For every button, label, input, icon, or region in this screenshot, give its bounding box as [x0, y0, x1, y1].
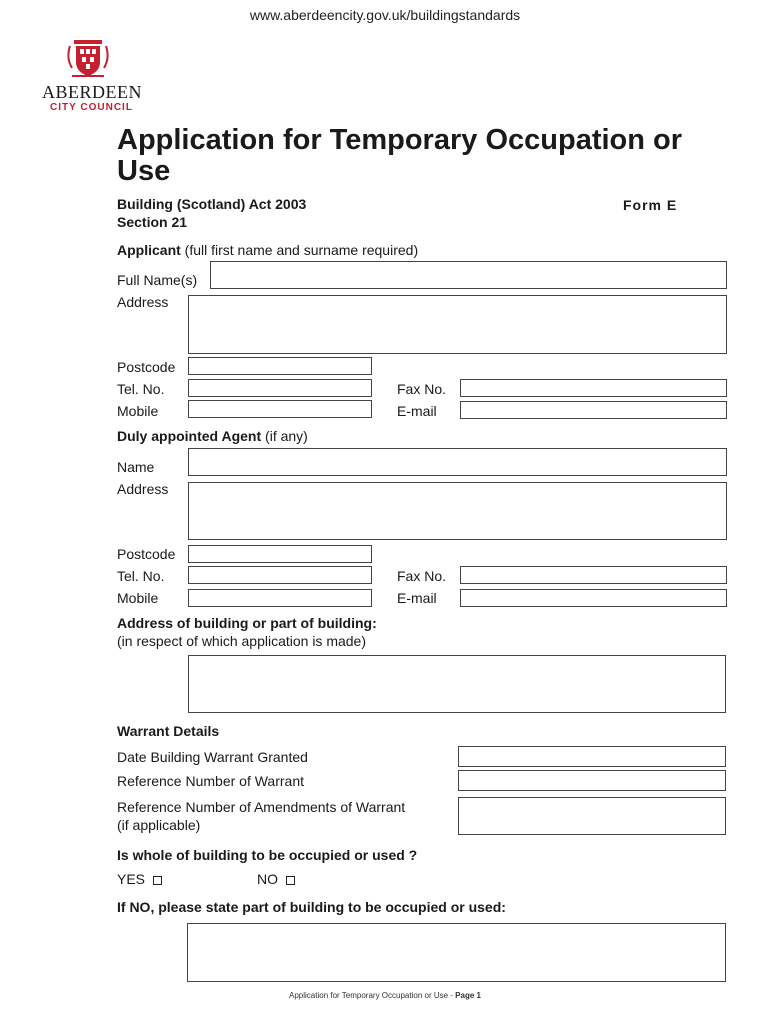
warrant-amend-note: (if applicable) [117, 817, 201, 833]
agent-mobile-label: Mobile [117, 590, 159, 606]
agent-email-field[interactable] [460, 589, 727, 607]
footer-page-number: Page 1 [455, 991, 481, 1000]
footer-text: Application for Temporary Occupation or Use - [289, 991, 456, 1000]
no-option[interactable] [257, 871, 295, 887]
form-id: Form E [623, 197, 678, 213]
logo-subtitle: CITY COUNCIL [50, 102, 133, 113]
no-label: NO [257, 871, 278, 887]
warrant-amend-field[interactable] [458, 797, 726, 835]
warrant-heading: Warrant Details [117, 723, 220, 739]
agent-fax-label: Fax No. [397, 568, 447, 584]
part-of-building-field[interactable] [187, 923, 726, 982]
agent-name-field[interactable] [188, 448, 727, 476]
agent-fax-field[interactable] [460, 566, 727, 584]
agent-mobile-field[interactable] [188, 589, 372, 607]
applicant-email-label: E-mail [397, 403, 437, 419]
occupation-question: Is whole of building to be occupied or used ? [117, 847, 418, 863]
agent-heading-text: Duly appointed Agent [117, 428, 262, 444]
applicant-postcode-field[interactable] [188, 357, 372, 375]
yes-label: YES [117, 871, 146, 887]
applicant-tel-field[interactable] [188, 379, 372, 397]
applicant-mobile-field[interactable] [188, 400, 372, 418]
no-checkbox[interactable] [286, 876, 295, 885]
full-name-label: Full Name(s) [117, 272, 198, 288]
agent-name-label: Name [117, 459, 155, 475]
agent-email-label: E-mail [397, 590, 437, 606]
page-footer [0, 991, 770, 1000]
logo-name: ABERDEEN [42, 82, 142, 102]
coat-of-arms-icon [64, 34, 112, 82]
warrant-date-label: Date Building Warrant Granted [117, 749, 308, 765]
applicant-email-field[interactable] [460, 401, 727, 419]
applicant-note: (full first name and surname required) [180, 242, 419, 258]
section-reference: Section 21 [117, 214, 188, 230]
website-url: www.aberdeencity.gov.uk/buildingstandards [249, 7, 521, 23]
applicant-fax-label: Fax No. [397, 381, 447, 397]
council-logo [36, 34, 148, 114]
applicant-tel-label: Tel. No. [117, 381, 165, 397]
applicant-fax-field[interactable] [460, 379, 727, 397]
page-title: Application for Temporary Occupation or Use [117, 124, 683, 187]
agent-tel-label: Tel. No. [117, 568, 165, 584]
if-no-label: If NO, please state part of building to be occupied or used: [117, 899, 506, 915]
warrant-ref-label: Reference Number of Warrant [117, 773, 304, 789]
warrant-date-field[interactable] [458, 746, 726, 767]
act-reference: Building (Scotland) Act 2003 [117, 196, 307, 212]
agent-address-field[interactable] [188, 482, 727, 540]
applicant-postcode-label: Postcode [117, 359, 176, 375]
yes-checkbox[interactable] [153, 876, 162, 885]
agent-heading [117, 428, 308, 444]
agent-tel-field[interactable] [188, 566, 372, 584]
agent-postcode-field[interactable] [188, 545, 372, 563]
applicant-heading-text: Applicant [117, 242, 181, 258]
applicant-mobile-label: Mobile [117, 403, 159, 419]
yes-option[interactable] [117, 871, 162, 887]
agent-address-label: Address [117, 481, 169, 497]
building-address-note: (in respect of which application is made) [117, 633, 367, 649]
applicant-heading [117, 242, 418, 258]
building-address-heading: Address of building or part of building: [117, 615, 377, 631]
building-address-field[interactable] [188, 655, 726, 713]
applicant-address-label: Address [117, 294, 169, 310]
applicant-address-field[interactable] [188, 295, 727, 354]
agent-postcode-label: Postcode [117, 546, 176, 562]
warrant-amend-label: Reference Number of Amendments of Warrant [117, 799, 406, 815]
agent-note: (if any) [261, 428, 308, 444]
applicant-full-name-field[interactable] [210, 261, 727, 289]
warrant-ref-field[interactable] [458, 770, 726, 791]
